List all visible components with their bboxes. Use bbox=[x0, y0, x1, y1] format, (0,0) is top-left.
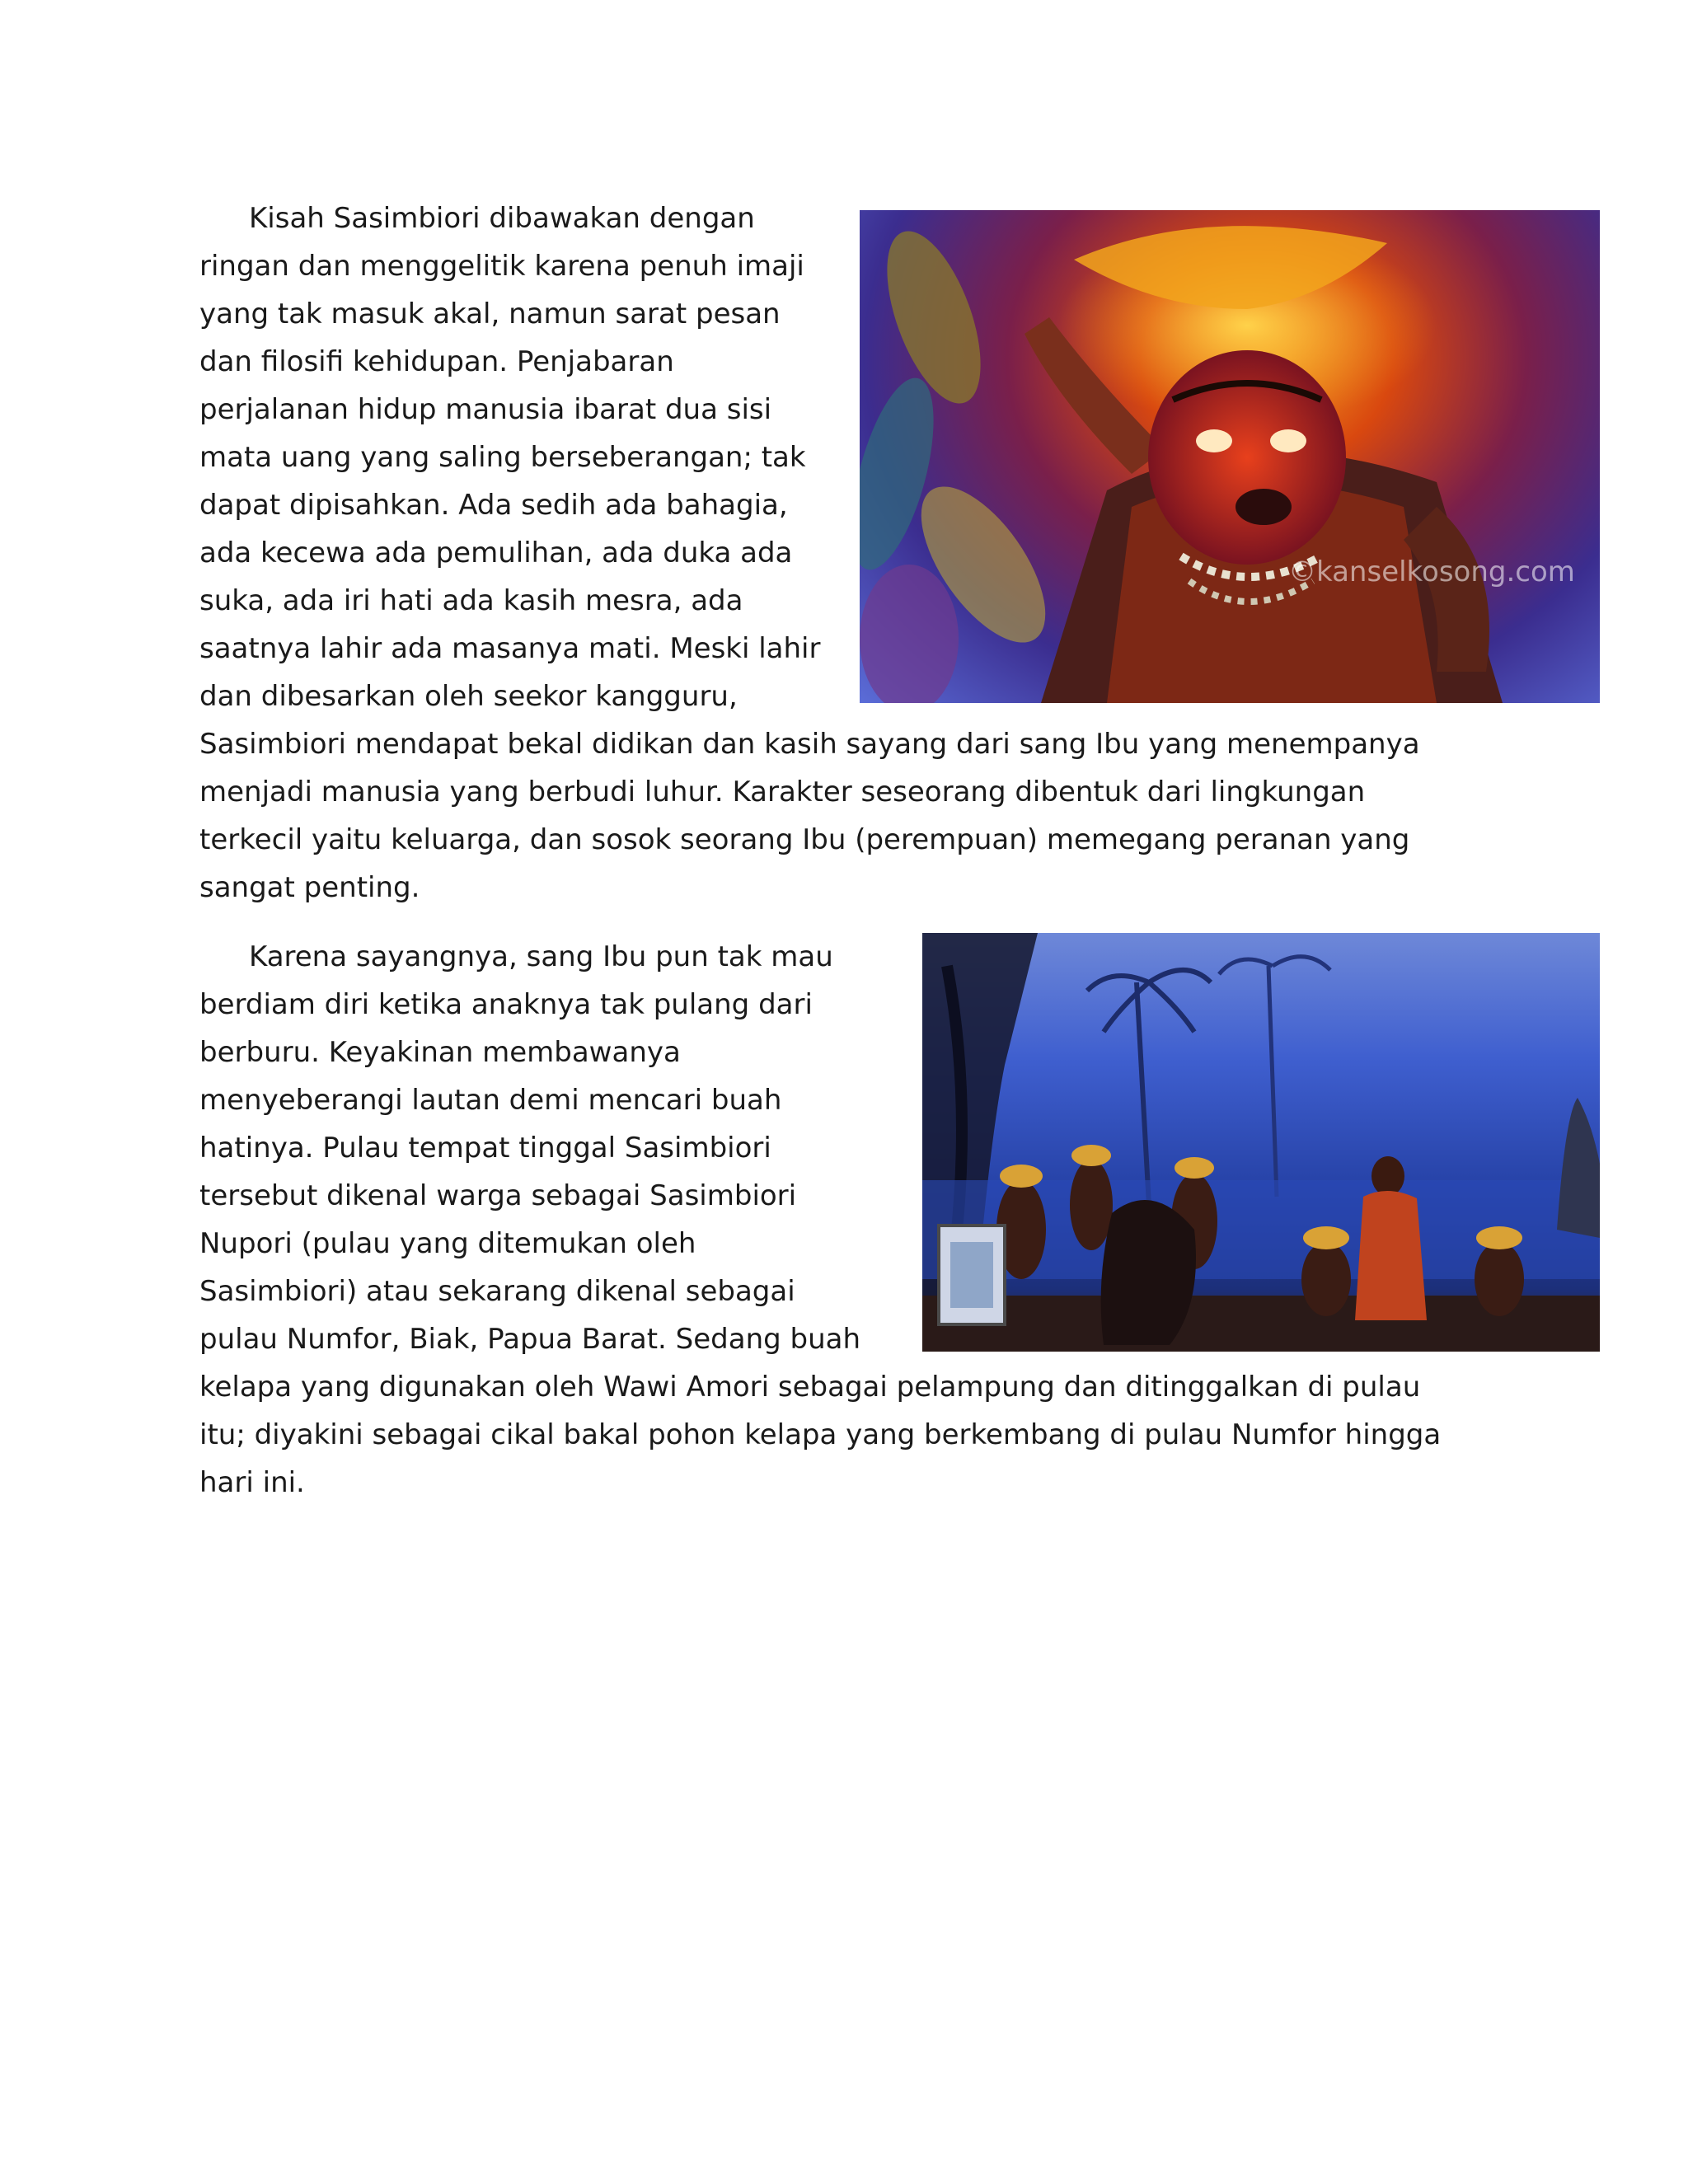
paragraph-line: mata uang yang saling berseberangan; tak bbox=[199, 441, 806, 474]
paragraph-line: Kisah Sasimbiori dibawakan dengan bbox=[249, 202, 755, 235]
paragraph-line: tersebut dikenal warga sebagai Sasimbiori bbox=[199, 1179, 797, 1212]
paragraph-line: suka, ada iri hati ada kasih mesra, ada bbox=[199, 584, 743, 617]
paragraph-line: Sasimbiori mendapat bekal didikan dan kasih sayang dari sang Ibu yang menempanya bbox=[199, 728, 1420, 761]
paragraph-line: menjadi manusia yang berbudi luhur. Karakter seseorang dibentuk dari lingkungan bbox=[199, 776, 1366, 808]
paragraph-line: itu; diyakini sebagai cikal bakal pohon kelapa yang berkembang di pulau Numfor hingga bbox=[199, 1418, 1442, 1451]
paragraph-line: dapat dipisahkan. Ada sedih ada bahagia, bbox=[199, 489, 788, 522]
paragraph-line: ringan dan menggelitik karena penuh imaji bbox=[199, 250, 804, 283]
dancer-illustration bbox=[860, 210, 1600, 703]
paragraph-line: saatnya lahir ada masanya mati. Meski lahir bbox=[199, 632, 821, 665]
stage-illustration bbox=[922, 933, 1600, 1352]
paragraph-line: Sasimbiori) atau sekarang dikenal sebagai bbox=[199, 1275, 795, 1308]
stage-performance-photo bbox=[922, 933, 1600, 1352]
paragraph-line: dan dibesarkan oleh seekor kangguru, bbox=[199, 680, 738, 713]
paragraph-line: Nupori (pulau yang ditemukan oleh bbox=[199, 1227, 696, 1260]
paragraph-line: menyeberangi lautan demi mencari buah bbox=[199, 1084, 782, 1117]
paragraph-line: Karena sayangnya, sang Ibu pun tak mau bbox=[249, 940, 833, 973]
watermark-text: ©kanselkosong.com bbox=[1288, 555, 1575, 588]
paragraph-line: berburu. Keyakinan membawanya bbox=[199, 1036, 681, 1069]
paragraph-line: hari ini. bbox=[199, 1466, 305, 1499]
paragraph-line: pulau Numfor, Biak, Papua Barat. Sedang buah bbox=[199, 1323, 861, 1356]
paragraph-line: berdiam diri ketika anaknya tak pulang dari bbox=[199, 988, 813, 1021]
paragraph-line: terkecil yaitu keluarga, dan sosok seorang Ibu (perempuan) memegang peranan yang bbox=[199, 823, 1410, 856]
paragraph-line: hatinya. Pulau tempat tinggal Sasimbiori bbox=[199, 1132, 771, 1165]
paragraph-line: sangat penting. bbox=[199, 871, 420, 904]
paragraph-line: ada kecewa ada pemulihan, ada duka ada bbox=[199, 537, 793, 569]
paragraph-line: yang tak masuk akal, namun sarat pesan bbox=[199, 298, 781, 330]
paragraph-line: dan filosifi kehidupan. Penjabaran bbox=[199, 345, 674, 378]
dancer-photo bbox=[860, 210, 1600, 703]
paragraph-line: perjalanan hidup manusia ibarat dua sisi bbox=[199, 393, 772, 426]
paragraph-line: kelapa yang digunakan oleh Wawi Amori sebagai pelampung dan ditinggalkan di pulau bbox=[199, 1371, 1421, 1404]
